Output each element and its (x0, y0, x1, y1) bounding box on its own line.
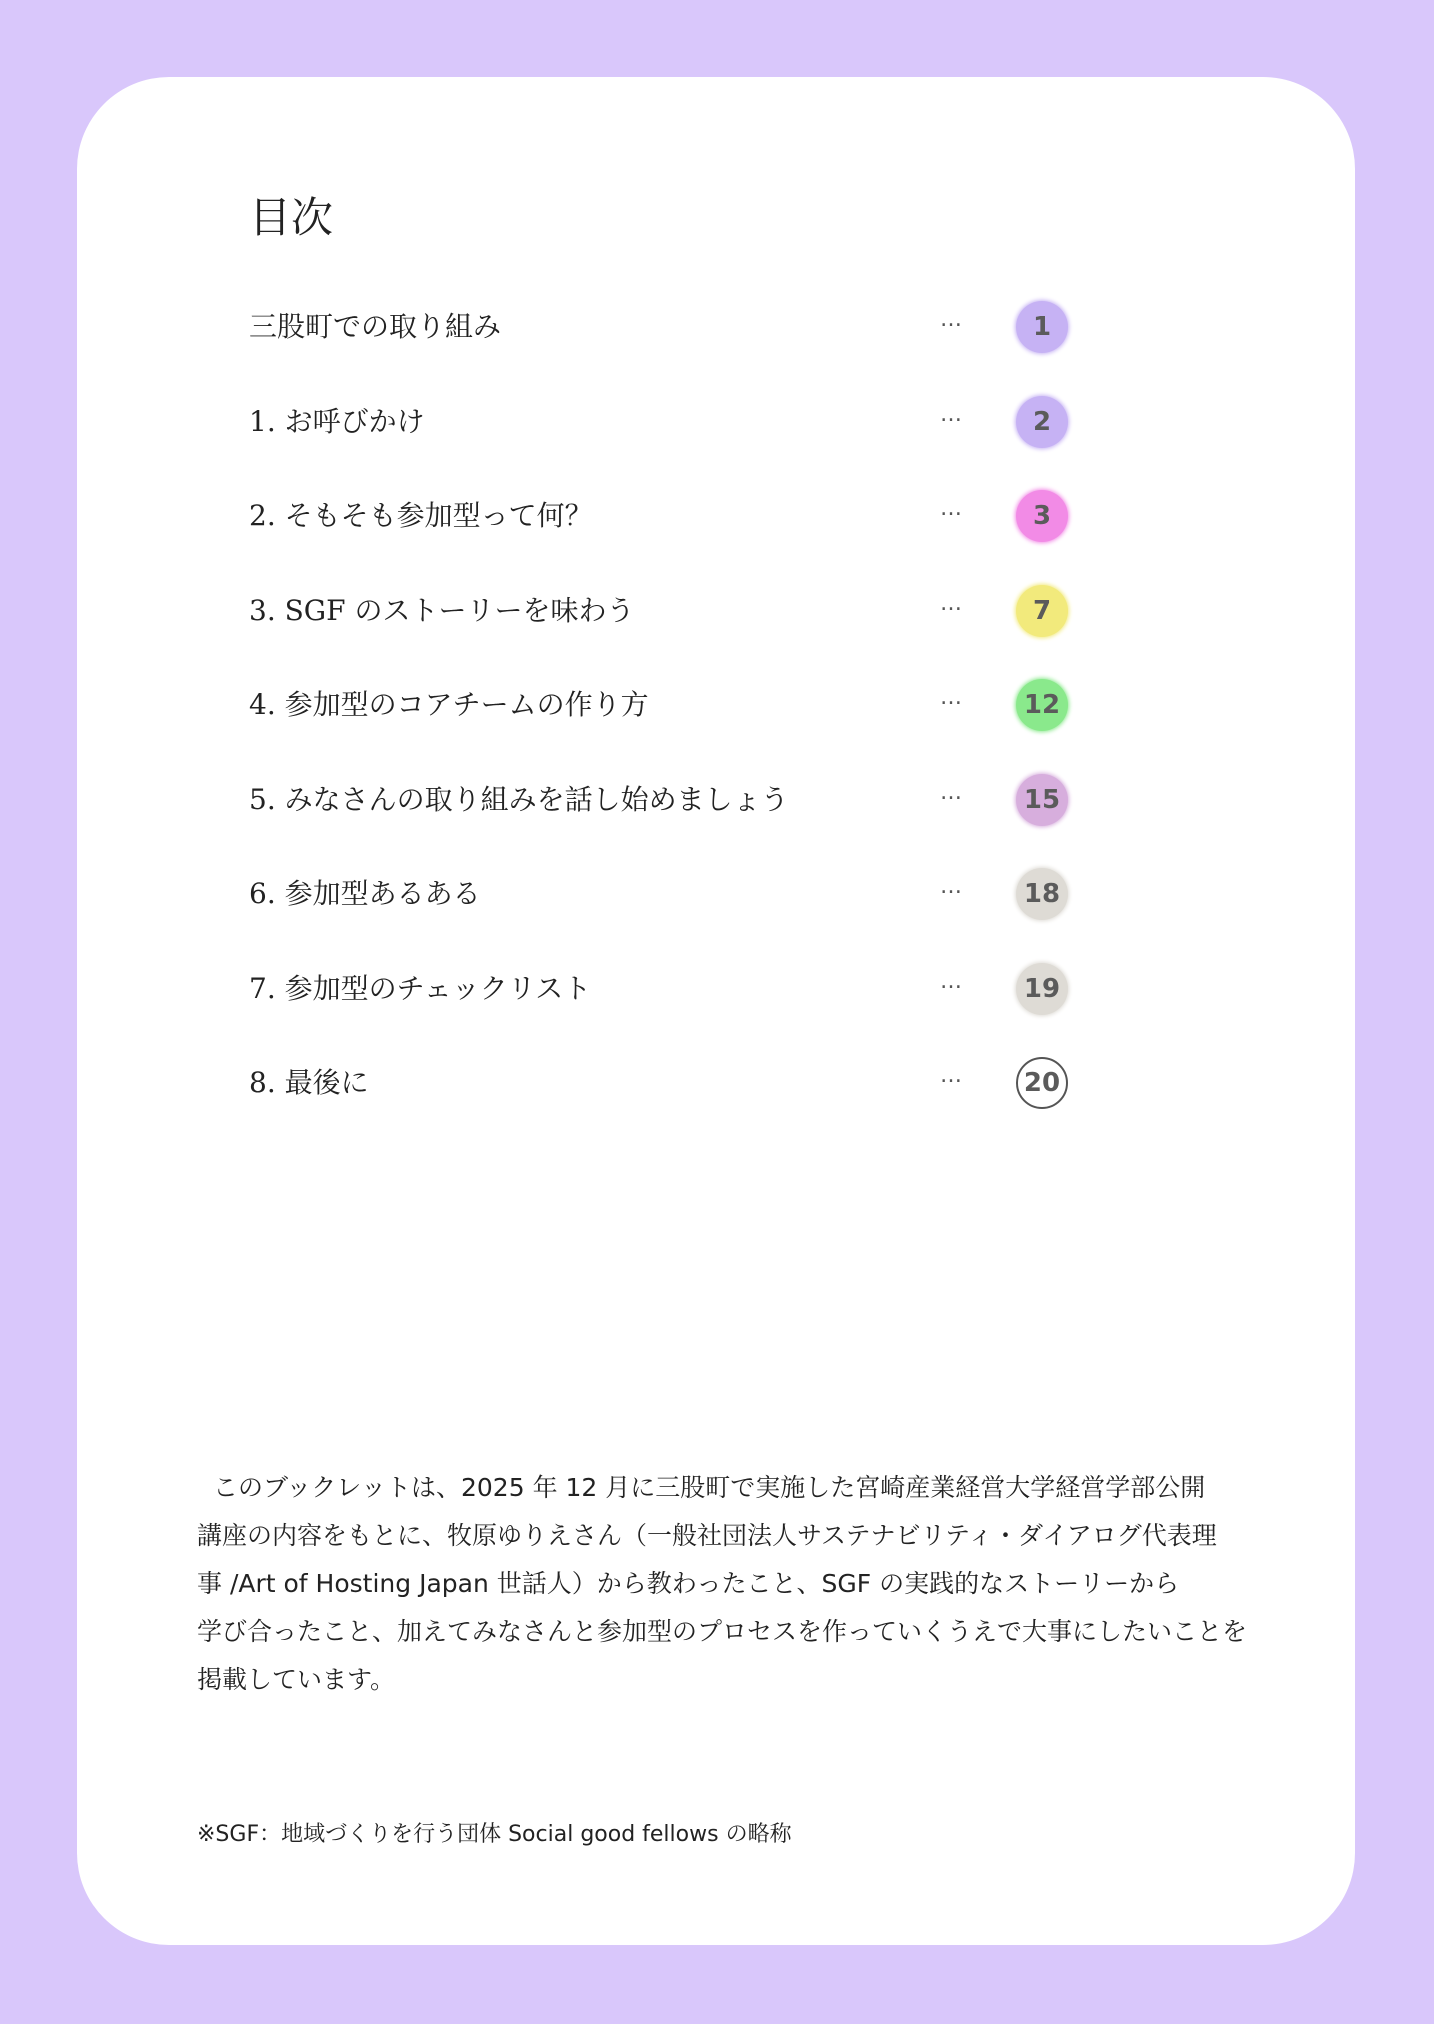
toc-entry-label: 8. 最後に (249, 1066, 369, 1099)
page-number: 7 (1032, 595, 1052, 626)
page-number: 3 (1032, 501, 1052, 531)
page-number: 20 (1023, 1068, 1061, 1098)
intro-line: このブックレットは、2025 年 12 月に三股町で実施した宮崎産業経営大学経営学部公開 (213, 1473, 1206, 1502)
toc-entry (0, 280, 1434, 375)
toc-entry (0, 1036, 1434, 1131)
footnote: ※SGF：地域づくりを行う団体 Social good fellows の略称 (197, 1822, 792, 1847)
toc-leader-dots: … (940, 968, 963, 994)
toc-leader-dots: … (940, 590, 963, 616)
toc-entry-label: 5. みなさんの取り組みを話し始めましょう (249, 782, 789, 816)
toc-entry-label: 6. 参加型あるある (249, 877, 481, 910)
toc-entry (0, 469, 1434, 564)
page-number-badge (1016, 1057, 1068, 1109)
intro-line: 講座の内容をもとに、牧原ゆりえさん（一般社団法人サステナビリティ・ダイアログ代表理 (197, 1521, 1217, 1550)
toc-leader-dots: … (940, 496, 963, 521)
toc-leader-dots: … (940, 401, 963, 427)
intro-paragraph (197, 1464, 1247, 1704)
toc-entry-label: 7. 参加型のチェックリスト (249, 971, 592, 1005)
page-number-badge (1016, 301, 1068, 353)
page-number-badge (1016, 490, 1068, 542)
toc-entry (0, 942, 1434, 1037)
toc-entry-label: 3. SGF のストーリーを味わう (249, 593, 635, 627)
page-number: 18 (1023, 879, 1061, 909)
toc-leader-dots: … (940, 307, 963, 332)
intro-line: 学び合ったこと、加えてみなさんと参加型のプロセスを作っていくうえで大事にしたいことを (197, 1617, 1248, 1646)
toc-leader-dots: … (940, 1063, 963, 1088)
page-number-badge (1016, 963, 1068, 1015)
toc-entry-label: 1. お呼びかけ (249, 404, 425, 438)
intro-line: 事 /Art of Hosting Japan 世話人）から教わったこと、SGF の実践的なストーリーから (197, 1569, 1180, 1598)
page-number-badge (1016, 868, 1068, 920)
intro-line: 掲載しています。 (197, 1665, 396, 1694)
page-number-badge (1016, 585, 1068, 637)
page-number-badge (1016, 679, 1068, 731)
page-number: 15 (1023, 784, 1061, 815)
toc-title: 目次 (249, 193, 334, 242)
page-number-badge (1016, 774, 1068, 826)
page-number: 1 (1032, 312, 1052, 342)
page-number-badge (1016, 396, 1068, 448)
toc-leader-dots: … (940, 685, 963, 710)
toc-entry (0, 658, 1434, 753)
toc-leader-dots: … (940, 874, 963, 899)
page-number: 2 (1032, 406, 1052, 437)
toc-entry (0, 753, 1434, 848)
toc-entry-label: 三股町での取り組み (249, 310, 502, 343)
toc-entry (0, 847, 1434, 942)
toc-entry (0, 564, 1434, 659)
toc-entry (0, 375, 1434, 470)
toc-entry-label: 2. そもそも参加型って何？ (249, 499, 593, 532)
toc-list (0, 280, 1434, 1131)
page-number: 12 (1023, 690, 1061, 720)
toc-leader-dots: … (940, 779, 963, 805)
page-number: 19 (1023, 973, 1061, 1004)
toc-entry-label: 4. 参加型のコアチームの作り方 (249, 688, 649, 721)
